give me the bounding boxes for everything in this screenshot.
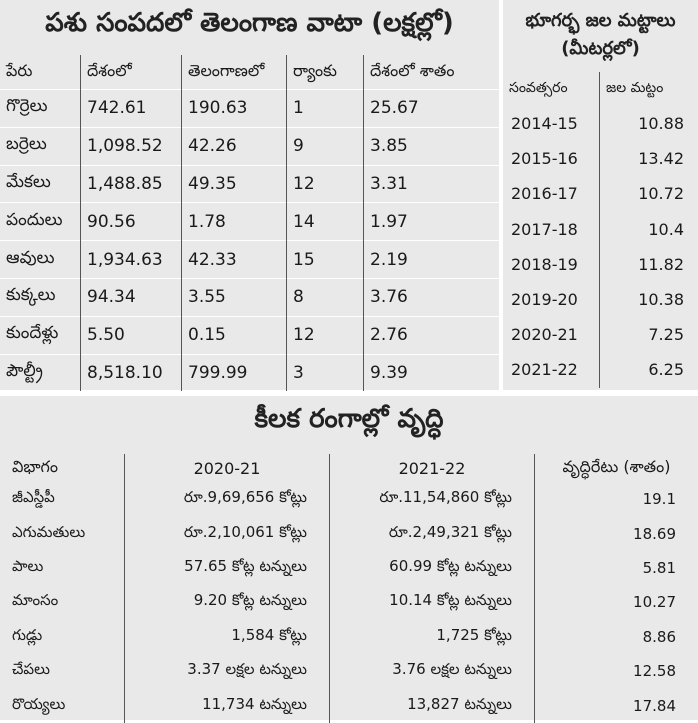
livestock-header: తెలంగాణలో bbox=[182, 55, 287, 90]
table-row bbox=[503, 282, 698, 317]
table-cell: 742.61 bbox=[81, 90, 182, 128]
table-row bbox=[0, 354, 499, 391]
table-cell: 2014-15 bbox=[503, 106, 600, 141]
table-cell: 3.76 bbox=[364, 278, 500, 316]
table-row bbox=[0, 688, 698, 722]
table-cell: రూ.11,54,860 కోట్లు bbox=[330, 482, 535, 516]
table-cell: 3.55 bbox=[182, 278, 287, 316]
table-row bbox=[0, 482, 698, 516]
table-cell: 15 bbox=[287, 241, 364, 279]
table-cell: 90.56 bbox=[81, 203, 182, 241]
table-cell: ఆవులు bbox=[0, 241, 81, 279]
table-cell: బర్రెలు bbox=[0, 127, 81, 165]
table-cell: 1,725 కోట్లు bbox=[330, 620, 535, 654]
table-cell: 17.84 bbox=[535, 688, 698, 722]
table-cell: 12 bbox=[287, 165, 364, 203]
table-cell: కుక్కలు bbox=[0, 278, 81, 316]
table-cell: 5.81 bbox=[535, 551, 698, 585]
table-cell: 2018-19 bbox=[503, 247, 600, 282]
growth-panel bbox=[0, 396, 698, 720]
table-row bbox=[503, 141, 698, 176]
table-cell: 19.1 bbox=[535, 482, 698, 516]
table-cell: 0.15 bbox=[182, 316, 287, 354]
table-row bbox=[0, 516, 698, 550]
table-row bbox=[503, 212, 698, 247]
table-cell: మాంసం bbox=[0, 585, 125, 619]
table-cell: 14 bbox=[287, 203, 364, 241]
table-row bbox=[0, 127, 499, 165]
livestock-panel bbox=[0, 0, 499, 390]
table-cell: 10.38 bbox=[600, 282, 698, 317]
table-cell: 1,488.85 bbox=[81, 165, 182, 203]
table-cell: 1 bbox=[287, 90, 364, 128]
table-cell: 3.31 bbox=[364, 165, 500, 203]
table-cell: 7.25 bbox=[600, 317, 698, 352]
table-cell: 9.20 కోట్ల టన్నులు bbox=[125, 585, 330, 619]
growth-header: వృద్ధిరేటు (శాతం) bbox=[535, 454, 698, 482]
livestock-header: పేరు bbox=[0, 55, 81, 90]
table-row bbox=[503, 176, 698, 211]
table-cell: 57.65 కోట్ల టన్నులు bbox=[125, 551, 330, 585]
table-cell: రొయ్యలు bbox=[0, 688, 125, 722]
growth-header: 2021-22 bbox=[330, 454, 535, 482]
table-cell: 11.82 bbox=[600, 247, 698, 282]
growth-header-row bbox=[0, 454, 698, 482]
table-cell: 2020-21 bbox=[503, 317, 600, 352]
table-cell: జీఎస్డీపీ bbox=[0, 482, 125, 516]
table-row bbox=[503, 247, 698, 282]
groundwater-subtitle: (మీటర్లలో) bbox=[503, 38, 698, 63]
table-cell: మేకలు bbox=[0, 165, 81, 203]
table-cell: 8,518.10 bbox=[81, 354, 182, 391]
table-cell: 10.88 bbox=[600, 106, 698, 141]
table-cell: 5.50 bbox=[81, 316, 182, 354]
table-cell: 13,827 టన్నులు bbox=[330, 688, 535, 722]
groundwater-header: జల మట్టం bbox=[600, 72, 698, 106]
table-cell: 12.58 bbox=[535, 654, 698, 688]
table-cell: పాలు bbox=[0, 551, 125, 585]
table-cell: ఎగుమతులు bbox=[0, 516, 125, 550]
table-cell: 42.26 bbox=[182, 127, 287, 165]
livestock-header: దేశంలో bbox=[81, 55, 182, 90]
groundwater-panel bbox=[503, 0, 698, 390]
table-row bbox=[0, 203, 499, 241]
table-cell: 190.63 bbox=[182, 90, 287, 128]
table-row bbox=[503, 317, 698, 352]
livestock-header: ర్యాంకు bbox=[287, 55, 364, 90]
table-cell: 10.14 కోట్ల టన్నులు bbox=[330, 585, 535, 619]
table-cell: రూ.2,49,321 కోట్లు bbox=[330, 516, 535, 550]
groundwater-title: భూగర్భ జల మట్టాలు bbox=[503, 10, 698, 35]
table-cell: 10.27 bbox=[535, 585, 698, 619]
table-cell: 1.97 bbox=[364, 203, 500, 241]
table-row bbox=[0, 165, 499, 203]
growth-table bbox=[0, 454, 698, 723]
table-cell: 2019-20 bbox=[503, 282, 600, 317]
growth-header: 2020-21 bbox=[125, 454, 330, 482]
table-cell: 8.86 bbox=[535, 620, 698, 654]
table-cell: కుందేళ్లు bbox=[0, 316, 81, 354]
table-cell: 799.99 bbox=[182, 354, 287, 391]
table-cell: 2021-22 bbox=[503, 352, 600, 387]
table-cell: 25.67 bbox=[364, 90, 500, 128]
table-cell: 1,098.52 bbox=[81, 127, 182, 165]
table-row bbox=[0, 90, 499, 128]
livestock-header: దేశంలో శాతం bbox=[364, 55, 500, 90]
table-cell: గొర్రెలు bbox=[0, 90, 81, 128]
table-row bbox=[503, 106, 698, 141]
livestock-header-row bbox=[0, 55, 499, 90]
table-cell: 3 bbox=[287, 354, 364, 391]
table-cell: 2015-16 bbox=[503, 141, 600, 176]
table-cell: 9 bbox=[287, 127, 364, 165]
table-cell: 60.99 కోట్ల టన్నులు bbox=[330, 551, 535, 585]
table-row bbox=[503, 352, 698, 387]
table-cell: 11,734 టన్నులు bbox=[125, 688, 330, 722]
table-cell: 3.85 bbox=[364, 127, 500, 165]
table-row bbox=[0, 316, 499, 354]
table-cell: 3.37 లక్షల టన్నులు bbox=[125, 654, 330, 688]
table-cell: 1.78 bbox=[182, 203, 287, 241]
table-cell: రూ.2,10,061 కోట్లు bbox=[125, 516, 330, 550]
table-cell: గుడ్లు bbox=[0, 620, 125, 654]
livestock-table bbox=[0, 55, 499, 391]
table-cell: 94.34 bbox=[81, 278, 182, 316]
table-cell: 2.76 bbox=[364, 316, 500, 354]
table-cell: 2016-17 bbox=[503, 176, 600, 211]
livestock-title: పశు సంపదలో తెలంగాణ వాటా (లక్షల్లో) bbox=[0, 8, 499, 44]
groundwater-header: సంవత్సరం bbox=[503, 72, 600, 106]
table-cell: 9.39 bbox=[364, 354, 500, 391]
table-cell: 10.72 bbox=[600, 176, 698, 211]
table-row bbox=[0, 585, 698, 619]
groundwater-table bbox=[503, 72, 698, 388]
table-cell: పౌల్ట్రీ bbox=[0, 354, 81, 391]
groundwater-header-row bbox=[503, 72, 698, 106]
table-cell: చేపలు bbox=[0, 654, 125, 688]
growth-header: విభాగం bbox=[0, 454, 125, 482]
table-row bbox=[0, 278, 499, 316]
table-cell: పందులు bbox=[0, 203, 81, 241]
table-cell: 2.19 bbox=[364, 241, 500, 279]
table-row bbox=[0, 241, 499, 279]
table-cell: 42.33 bbox=[182, 241, 287, 279]
table-cell: 10.4 bbox=[600, 212, 698, 247]
table-cell: 3.76 లక్షల టన్నులు bbox=[330, 654, 535, 688]
table-cell: 49.35 bbox=[182, 165, 287, 203]
table-cell: 18.69 bbox=[535, 516, 698, 550]
table-row bbox=[0, 551, 698, 585]
table-cell: 12 bbox=[287, 316, 364, 354]
table-row bbox=[0, 620, 698, 654]
table-cell: 2017-18 bbox=[503, 212, 600, 247]
table-cell: 13.42 bbox=[600, 141, 698, 176]
table-cell: 1,934.63 bbox=[81, 241, 182, 279]
table-cell: రూ.9,69,656 కోట్లు bbox=[125, 482, 330, 516]
table-cell: 6.25 bbox=[600, 352, 698, 387]
table-cell: 1,584 కోట్లు bbox=[125, 620, 330, 654]
table-row bbox=[0, 654, 698, 688]
table-cell: 8 bbox=[287, 278, 364, 316]
growth-title: కీలక రంగాల్లో వృద్ధి bbox=[0, 404, 698, 440]
